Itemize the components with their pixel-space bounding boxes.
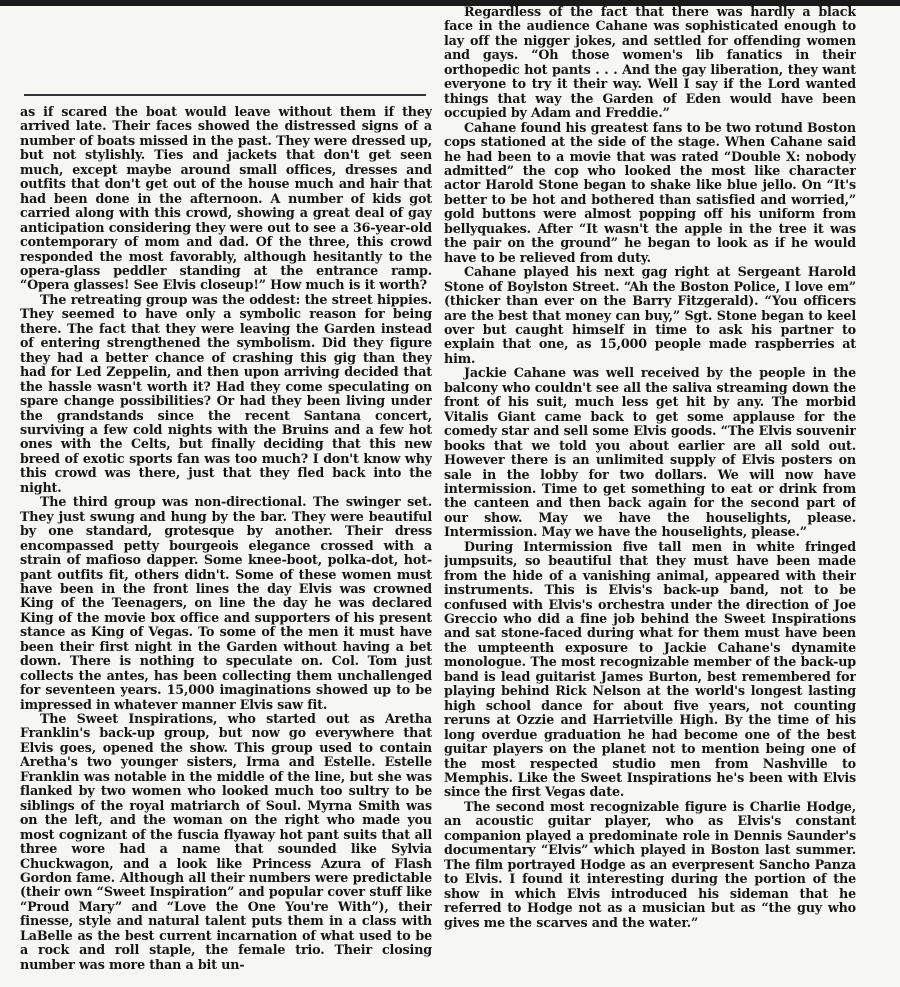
paragraph: The third group was non-directional. The swinger set. They just swung and hung by the bar. They were beautiful by one standard, grotesque by another. Their dress encompassed petty bourgeois elegance crossed with a strain of mafioso dapper. Some knee-boot, polka-dot, hot-pant outfits fit, others didn't. Some of these women must have been in the front lines the day Elvis was crowned King of the Teenagers, on line the day he was declared King of the movie box office and supporters of his present stance as King of Vegas. To some of the men it must have been their first night in the Garden without having a bet down. There is nothing to speculate on. Col. Tom just collects the antes, has been collecting them unchallenged for seventeen years. 15,000 imaginations showed up to be impressed in whatever manner Elvis saw fit. (20, 494, 432, 712)
right-column (444, 5, 856, 987)
paragraph: The Sweet Inspirations, who started out as Aretha Franklin's back-up group, but now go everywhere that Elvis goes, opened the show. This group used to contain Aretha's two younger sisters, Irma and Estelle. Estelle Franklin was notable in the middle of the line, but she was flanked by two women who looked much too sultry to be siblings of the royal matriarch of Soul. Myrna Smith was on the left, and the woman on the right who made you most cognizant of the fuscia flyaway hot pant suits that all three wore had a name that sounded like Sylvia Chuckwagon, and a look like Princess Azura of Flash Gordon fame. Although all their numbers were predictable (their own “Sweet Inspiration” and popular cover stuff like “Proud Mary” and “Love the One You're With”), their finesse, style and natural talent puts them in a class with LaBelle as the best current incarnation of what used to be a rock and roll staple, the female trio. Their closing number was more than a bit un- (20, 711, 432, 972)
paragraph: During Intermission five tall men in white fringed jumpsuits, so beautiful that they must have been made from the hide of a vanishing animal, appeared with their instruments. This is Elvis's back-up band, not to be confused with Elvis's orchestra under the direction of Joe Greccio who did a fine job behind the Sweet Inspirations and sat stone-faced during what for them must have been the umpteenth exposure to Jackie Cahane's dynamite monologue. The most recognizable member of the back-up band is lead guitarist James Burton, best remembered for playing behind Rick Nelson at the world's longest lasting high school dance for about five years, not counting reruns at Ozzie and Harrietville High. By the time of his long overdue graduation he had become one of the best guitar players on the planet not to mention being one of the most respected studio men from Nashville to Memphis. Like the Sweet Inspirations he's been with Elvis since the first Vegas date. (444, 538, 856, 800)
column-top-rule (24, 94, 426, 96)
left-column (20, 105, 432, 987)
paragraph: Jackie Cahane was well received by the people in the balcony who couldn't see all the saliva streaming down the front of his suit, much less get hit by any. The morbid Vitalis Giant came back to get some applause for the comedy star and sell some Elvis goods. “The Elvis souvenir books that we told you about earlier are all sold out. However there is an unlimited supply of Elvis posters on sale in the lobby for two dollars. We will now have intermission. Time to get something to eat or drink from the canteen and then back again for the second part of our show. May we have the houselights, please. Intermission. May we have the houselights, please.” (444, 365, 856, 540)
paragraph: Cahane played his next gag right at Sergeant Harold Stone of Boylston Street. “Ah the Boston Police, I love em” (thicker than ever on the Barry Fitzgerald). “You officers are the best that money can buy,” Sgt. Stone began to keel over but caught himself in time to ask his partner to explain that one, as 15,000 people made raspberries at him. (444, 264, 856, 366)
paragraph: The second most recognizable figure is Charlie Hodge, an acoustic guitar player, who as Elvis's constant companion played a predominate role in Dennis Saunder's documentary “Elvis” which played in Boston last summer. The film portrayed Hodge as an everpresent Sancho Panza to Elvis. I found it interesting during the portion of the show in which Elvis introduced his sideman that he referred to Hodge not as a musician but as “the guy who gives me the scarves and the water.” (444, 798, 856, 930)
blank-header-area (0, 6, 440, 94)
paragraph: Cahane found his greatest fans to be two rotund Boston cops stationed at the side of the stage. When Cahane said he had been to a movie that was rated “Double X: nobody admitted” the cop who looked the most like character actor Harold Stone began to shake like blue jello. On “It's better to be hot and bothered than satisfied and worried,” gold buttons were almost popping off his uniform from bellyquakes. After “It wasn't the apple in the tree it was the pair on the ground” he began to look as if he would have to be relieved from duty. (444, 119, 856, 265)
paragraph: as if scared the boat would leave without them if they arrived late. Their faces showed the distressed signs of a number of boats missed in the past. They were dressed up, but not stylishly. Ties and jackets that don't get seen much, except maybe around small offices, dresses and outfits that don't get out of the house much and hair that had been done in the afternoon. A number of kids got carried along with this crowd, showing a great deal of gay anticipation considering they were out to see a 36-year-old contemporary of mom and dad. Of the three, this crowd responded the most favorably, although hesitantly to the opera-glass peddler standing at the entrance ramp. “Opera glasses! See Elvis closeup!” How much is it worth? (20, 105, 432, 293)
paragraph: Regardless of the fact that there was hardly a black face in the audience Cahane was sophisticated enough to lay off the nigger jokes, and settled for offending women and gays. “Oh those women's lib fanatics in their orthopedic hot pants . . . And the gay liberation, they want everyone to try it their way. Well I say if the Lord wanted things that way the Garden of Eden would have been occupied by Adam and Freddie.” (444, 5, 856, 121)
paragraph: The retreating group was the oddest: the street hippies. They seemed to have only a symbolic reason for being there. The fact that they were leaving the Garden instead of entering strengthened the symbolism. Did they figure they had a better chance of crashing this gig than they had for Led Zeppelin, and then upon arriving decided that the hassle wasn't worth it? Had they come speculating on spare change possibilities? Or had they been living under the grandstands since the recent Santana concert, surviving a few cold nights with the Bruins and a few hot ones with the Celts, but finally deciding that this new breed of exotic sports fan was too much? I don't know why this crowd was there, just that they fled back into the night. (20, 291, 432, 495)
